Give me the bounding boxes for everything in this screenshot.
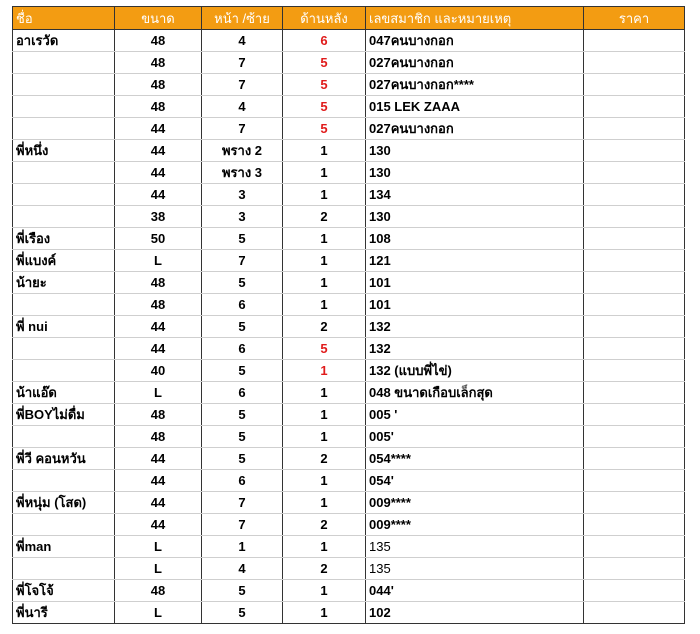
- table-row: [13, 272, 685, 294]
- cell-name: อาเรวัด: [13, 30, 115, 52]
- cell-back: 5: [283, 96, 366, 118]
- cell-front-left: 7: [202, 492, 283, 514]
- cell-front-left: 6: [202, 294, 283, 316]
- cell-member-note: 054': [366, 470, 584, 492]
- cell-size: 50: [115, 228, 202, 250]
- cell-back: 1: [283, 382, 366, 404]
- cell-size: 44: [115, 514, 202, 536]
- cell-name: [13, 184, 115, 206]
- cell-member-note: 121: [366, 250, 584, 272]
- cell-member-note: 044': [366, 580, 584, 602]
- cell-member-note: 009****: [366, 514, 584, 536]
- cell-back: 5: [283, 338, 366, 360]
- cell-member-note: 108: [366, 228, 584, 250]
- cell-front-left: 5: [202, 426, 283, 448]
- cell-front-left: 7: [202, 118, 283, 140]
- header-front-left: หน้า /ซ้าย: [202, 7, 283, 30]
- table-row: [13, 338, 685, 360]
- cell-price: [584, 448, 685, 470]
- cell-back: 1: [283, 360, 366, 382]
- table-row: [13, 404, 685, 426]
- cell-member-note: 048 ขนาดเกือบเล็กสุด: [366, 382, 584, 404]
- cell-front-left: 6: [202, 338, 283, 360]
- cell-front-left: 1: [202, 536, 283, 558]
- cell-name: [13, 558, 115, 580]
- table-row: [13, 514, 685, 536]
- cell-price: [584, 52, 685, 74]
- cell-name: [13, 514, 115, 536]
- cell-size: 48: [115, 294, 202, 316]
- cell-member-note: 135: [366, 536, 584, 558]
- cell-name: [13, 426, 115, 448]
- cell-back: 5: [283, 118, 366, 140]
- cell-front-left: 5: [202, 316, 283, 338]
- cell-name: [13, 360, 115, 382]
- cell-member-note: 027คนบางกอก: [366, 52, 584, 74]
- cell-size: 48: [115, 96, 202, 118]
- cell-name: พี่หนึ่ง: [13, 140, 115, 162]
- cell-price: [584, 250, 685, 272]
- cell-name: [13, 470, 115, 492]
- cell-price: [584, 294, 685, 316]
- cell-size: L: [115, 558, 202, 580]
- cell-size: 44: [115, 316, 202, 338]
- cell-size: 44: [115, 140, 202, 162]
- cell-member-note: 101: [366, 272, 584, 294]
- cell-size: 44: [115, 118, 202, 140]
- cell-name: [13, 294, 115, 316]
- table-row: [13, 536, 685, 558]
- cell-size: L: [115, 250, 202, 272]
- cell-name: พี่BOYไม่ดื่ม: [13, 404, 115, 426]
- cell-size: 48: [115, 426, 202, 448]
- cell-back: 1: [283, 228, 366, 250]
- cell-size: 48: [115, 580, 202, 602]
- cell-price: [584, 96, 685, 118]
- table-row: [13, 118, 685, 140]
- cell-front-left: พราง 3: [202, 162, 283, 184]
- cell-back: 2: [283, 514, 366, 536]
- cell-back: 1: [283, 580, 366, 602]
- cell-size: 38: [115, 206, 202, 228]
- table-row: [13, 492, 685, 514]
- cell-name: พี่เรือง: [13, 228, 115, 250]
- cell-price: [584, 118, 685, 140]
- cell-front-left: 5: [202, 448, 283, 470]
- cell-size: L: [115, 382, 202, 404]
- cell-front-left: พราง 2: [202, 140, 283, 162]
- cell-size: 44: [115, 338, 202, 360]
- cell-front-left: 5: [202, 602, 283, 624]
- cell-size: L: [115, 602, 202, 624]
- cell-front-left: 3: [202, 206, 283, 228]
- cell-price: [584, 316, 685, 338]
- cell-back: 1: [283, 536, 366, 558]
- cell-price: [584, 184, 685, 206]
- cell-price: [584, 426, 685, 448]
- cell-size: 44: [115, 162, 202, 184]
- cell-name: พี่แบงค์: [13, 250, 115, 272]
- table-row: [13, 250, 685, 272]
- cell-name: พี่วี คอนหวัน: [13, 448, 115, 470]
- cell-back: 1: [283, 426, 366, 448]
- cell-price: [584, 338, 685, 360]
- cell-back: 2: [283, 558, 366, 580]
- cell-member-note: 027คนบางกอก: [366, 118, 584, 140]
- cell-size: 48: [115, 52, 202, 74]
- table-row: [13, 206, 685, 228]
- cell-price: [584, 514, 685, 536]
- table-row: [13, 558, 685, 580]
- header-name: ชื่อ: [13, 7, 115, 30]
- cell-price: [584, 74, 685, 96]
- cell-front-left: 7: [202, 74, 283, 96]
- cell-back: 2: [283, 316, 366, 338]
- cell-name: [13, 118, 115, 140]
- table-row: [13, 52, 685, 74]
- cell-member-note: 132: [366, 316, 584, 338]
- cell-back: 6: [283, 30, 366, 52]
- cell-price: [584, 382, 685, 404]
- cell-member-note: 134: [366, 184, 584, 206]
- header-size: ขนาด: [115, 7, 202, 30]
- cell-member-note: 135: [366, 558, 584, 580]
- cell-front-left: 4: [202, 30, 283, 52]
- cell-back: 1: [283, 602, 366, 624]
- table-row: [13, 580, 685, 602]
- table-row: [13, 30, 685, 52]
- cell-front-left: 5: [202, 404, 283, 426]
- member-order-table: [12, 6, 685, 624]
- table-row: [13, 426, 685, 448]
- cell-back: 1: [283, 272, 366, 294]
- cell-name: [13, 162, 115, 184]
- cell-price: [584, 162, 685, 184]
- cell-name: พี่man: [13, 536, 115, 558]
- cell-member-note: 005 ': [366, 404, 584, 426]
- cell-back: 5: [283, 74, 366, 96]
- cell-price: [584, 272, 685, 294]
- cell-size: 48: [115, 30, 202, 52]
- table-row: [13, 316, 685, 338]
- cell-name: [13, 338, 115, 360]
- cell-front-left: 5: [202, 228, 283, 250]
- cell-price: [584, 602, 685, 624]
- cell-member-note: 132 (แบบพี่ไข่): [366, 360, 584, 382]
- cell-name: [13, 52, 115, 74]
- cell-back: 2: [283, 206, 366, 228]
- cell-front-left: 7: [202, 52, 283, 74]
- cell-name: พี่ nui: [13, 316, 115, 338]
- cell-size: 44: [115, 492, 202, 514]
- cell-price: [584, 580, 685, 602]
- table-row: [13, 74, 685, 96]
- header-member-note: เลขสมาชิก และหมายเหตุ: [366, 7, 584, 30]
- cell-price: [584, 140, 685, 162]
- cell-size: 48: [115, 272, 202, 294]
- cell-back: 1: [283, 492, 366, 514]
- cell-back: 5: [283, 52, 366, 74]
- cell-size: 48: [115, 404, 202, 426]
- cell-price: [584, 206, 685, 228]
- cell-price: [584, 404, 685, 426]
- table-row: [13, 96, 685, 118]
- cell-front-left: 4: [202, 96, 283, 118]
- cell-name: [13, 206, 115, 228]
- cell-price: [584, 558, 685, 580]
- cell-member-note: 130: [366, 140, 584, 162]
- cell-name: พี่โจโจ้: [13, 580, 115, 602]
- cell-price: [584, 536, 685, 558]
- cell-size: 48: [115, 74, 202, 96]
- cell-back: 2: [283, 448, 366, 470]
- cell-front-left: 3: [202, 184, 283, 206]
- cell-size: 44: [115, 470, 202, 492]
- cell-price: [584, 492, 685, 514]
- cell-back: 1: [283, 470, 366, 492]
- cell-size: 44: [115, 448, 202, 470]
- cell-front-left: 7: [202, 250, 283, 272]
- cell-member-note: 102: [366, 602, 584, 624]
- cell-member-note: 005': [366, 426, 584, 448]
- table-row: [13, 448, 685, 470]
- cell-size: 44: [115, 184, 202, 206]
- table-row: [13, 470, 685, 492]
- header-back: ด้านหลัง: [283, 7, 366, 30]
- cell-back: 1: [283, 184, 366, 206]
- cell-front-left: 6: [202, 382, 283, 404]
- cell-front-left: 4: [202, 558, 283, 580]
- cell-name: น้ายะ: [13, 272, 115, 294]
- cell-back: 1: [283, 404, 366, 426]
- table-row: [13, 360, 685, 382]
- cell-name: พี่หนุ่ม (โสด): [13, 492, 115, 514]
- cell-member-note: 009****: [366, 492, 584, 514]
- header-row: [13, 7, 685, 30]
- cell-member-note: 130: [366, 162, 584, 184]
- cell-front-left: 5: [202, 580, 283, 602]
- table-row: [13, 382, 685, 404]
- table-row: [13, 228, 685, 250]
- cell-front-left: 5: [202, 360, 283, 382]
- table-row: [13, 294, 685, 316]
- cell-price: [584, 470, 685, 492]
- cell-price: [584, 228, 685, 250]
- cell-front-left: 5: [202, 272, 283, 294]
- cell-member-note: 015 LEK ZAAA: [366, 96, 584, 118]
- cell-size: 40: [115, 360, 202, 382]
- cell-name: พี่นารี: [13, 602, 115, 624]
- header-price: ราคา: [584, 7, 685, 30]
- table-row: [13, 184, 685, 206]
- cell-back: 1: [283, 140, 366, 162]
- cell-name: [13, 74, 115, 96]
- cell-member-note: 130: [366, 206, 584, 228]
- cell-member-note: 132: [366, 338, 584, 360]
- cell-member-note: 047คนบางกอก: [366, 30, 584, 52]
- cell-price: [584, 30, 685, 52]
- cell-back: 1: [283, 250, 366, 272]
- cell-price: [584, 360, 685, 382]
- cell-name: น้าแอ๊ด: [13, 382, 115, 404]
- cell-member-note: 027คนบางกอก****: [366, 74, 584, 96]
- table-row: [13, 162, 685, 184]
- cell-front-left: 6: [202, 470, 283, 492]
- cell-name: [13, 96, 115, 118]
- cell-size: L: [115, 536, 202, 558]
- cell-back: 1: [283, 294, 366, 316]
- cell-front-left: 7: [202, 514, 283, 536]
- table-row: [13, 140, 685, 162]
- table-row: [13, 602, 685, 624]
- cell-member-note: 054****: [366, 448, 584, 470]
- cell-back: 1: [283, 162, 366, 184]
- cell-member-note: 101: [366, 294, 584, 316]
